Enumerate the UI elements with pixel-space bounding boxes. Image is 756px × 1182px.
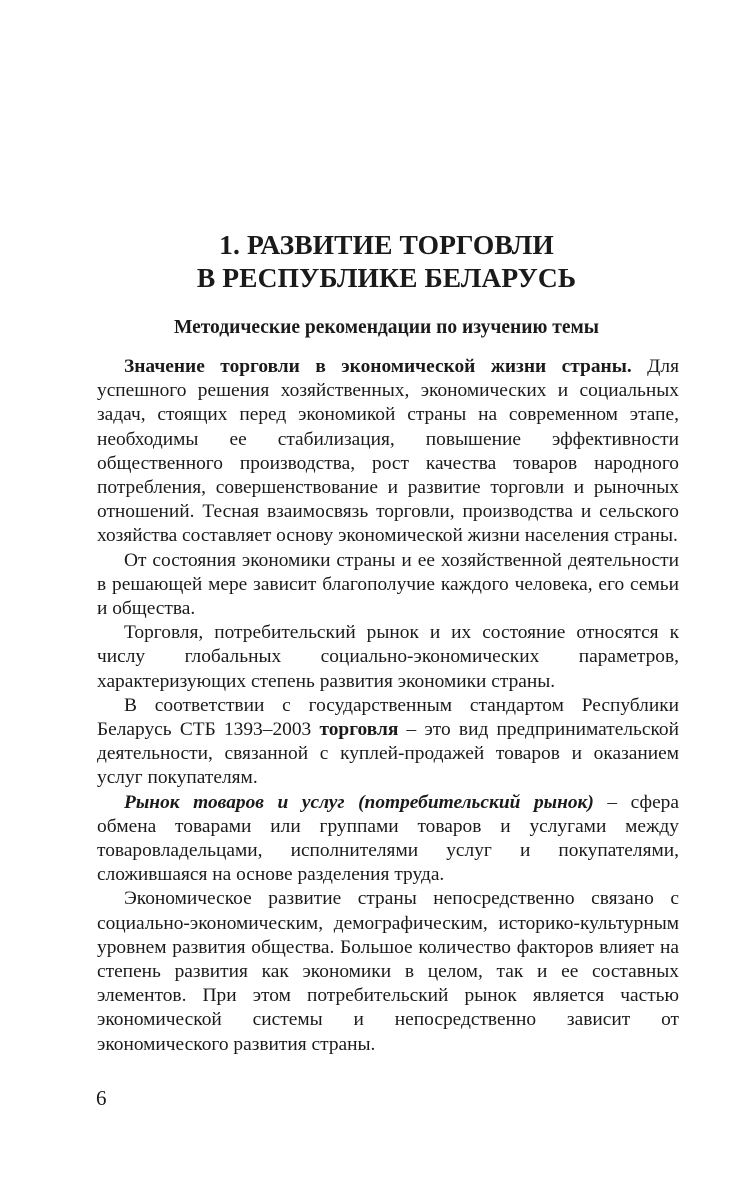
chapter-title-line-1: 1. РАЗВИТИЕ ТОРГОВЛИ [219, 229, 554, 260]
paragraph-1 [97, 355, 679, 549]
paragraph-6: Экономическое развитие страны непосредственно связано с социально-экономическим, демографическим, историко-культурным уровнем развития общества. Большое количество факторов влияет на степень развития как экономики в целом, так и ее составных элементов. При этом потребительский рынок является частью экономической системы и непосредственно зависит от экономического развития страны. [97, 888, 679, 1055]
chapter-title [80, 228, 693, 294]
chapter-title-line-2: В РЕСПУБЛИКЕ БЕЛАРУСЬ [196, 262, 577, 293]
term-consumer-market: Рынок товаров и услуг (потребительский рынок) [124, 791, 594, 813]
paragraph-1-text: Для успешного решения хозяйственных, экономических и социальных задач, стоящих перед экономикой страны на современном этапе, необходимы ее стабилизация, повышение эффективности общественного производства, рост качества товаров народного потребления, совершенствование и развитие торговли и рыночных отношений. Тесная взаимосвязь торговли, производства и сельского хозяйства составляет основу экономической жизни населения страны. [97, 356, 679, 547]
paragraph-1-lead: Значение торговли в экономической жизни страны. [124, 356, 632, 377]
paragraph-2: От состояния экономики страны и ее хозяйственной деятельности в решающей мере зависит благополучие каждого человека, его семьи и общества. [97, 549, 679, 620]
term-trade: торговля [319, 719, 399, 741]
paragraph-3: Торговля, потребительский рынок и их состояние относятся к числу глобальных социально-экономических параметров, характеризующих степень развития экономики страны. [97, 622, 679, 692]
paragraph-5-after: – сфера обмена товарами или группами товаров и услугами между товаровладельцами, исполнителями услуг и покупателями, сложившаяся на основе разделения труда. [97, 791, 679, 886]
paragraph-4-after: – это вид предпринимательской деятельности, связанной с куплей-продажей товаров и оказанием услуг покупателям. [97, 719, 679, 789]
paragraph-5 [97, 791, 679, 888]
body-text [97, 355, 679, 1057]
paragraph-4-before: В соответствии с государственным стандартом Республики Беларусь СТБ 1393–2003 [97, 694, 679, 741]
paragraph-4 [97, 694, 679, 791]
page-number: 6 [96, 1086, 107, 1110]
section-title: Методические рекомендации по изучению темы [173, 317, 600, 338]
